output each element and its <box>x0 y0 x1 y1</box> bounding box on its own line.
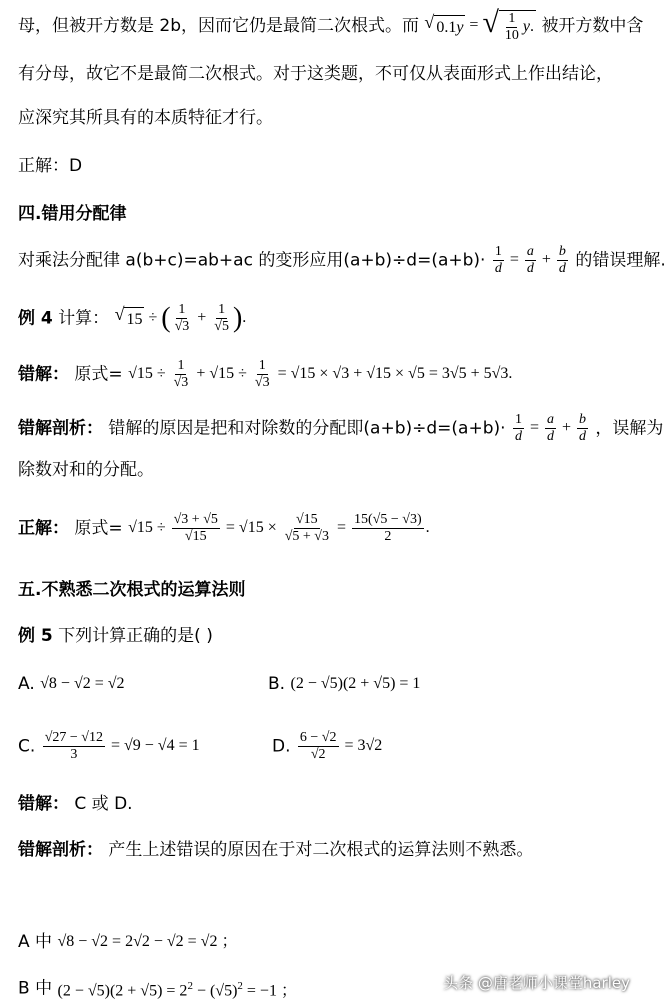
a-explanation <box>18 930 237 954</box>
text-line-3: 应深究其所具有的本质特征才行。 <box>18 108 273 128</box>
text-segment: 被开方数中含 <box>541 16 644 36</box>
analysis-line-1 <box>18 412 663 445</box>
example-5 <box>18 624 213 648</box>
analysis-line-2: 除数对和的分配。 <box>18 460 154 480</box>
correct-solution <box>18 512 430 545</box>
formula-option-b: (2 − √5)(2 + √5) = 1 <box>290 675 421 692</box>
answer-line: 正解：D <box>18 156 83 176</box>
option-d <box>272 730 382 763</box>
formula-example-4: √ 15 ÷ ( $\frac{1}{√3}$ + $\frac{1}{√5}$ ). <box>114 302 247 334</box>
option-c <box>18 730 200 763</box>
analysis-tail: ，误解为 <box>595 418 664 439</box>
formula-option-c: $\frac{√27 - √12}{3}$ = √9 − √4 = 1 <box>44 730 200 762</box>
analysis-text: 错解的原因是把和对除数的分配即(a+b)÷d=(a+b)· <box>108 418 506 439</box>
option-b <box>268 672 420 696</box>
correct-text: 原式= <box>74 518 123 539</box>
option-label: C. <box>18 736 36 757</box>
section-4-title: 四.错用分配律 <box>18 204 127 224</box>
b-label: B 中 <box>18 978 53 999</box>
formula-analysis: $\frac{1}{d}$ = $\frac{a}{d}$ + $\frac{b}{d}$ <box>514 412 586 444</box>
formula-wrong: √15 ÷ $\frac{1}{√3}$ + √15 ÷ $\frac{1}{√3}$ = √15 × √3 + √15 × √5 = 3√5 + 5√3. <box>128 358 513 390</box>
wrong-text: 原式= <box>74 364 123 385</box>
example-label: 例 5 <box>18 626 53 646</box>
example-4 <box>18 302 246 335</box>
text-segment: 的错误理解. <box>575 250 666 271</box>
b-explanation <box>18 974 297 1003</box>
correct-label: 正解： <box>18 518 69 539</box>
formula-b-explanation: $(2 - √5)(2 + √5) = 2^2 - (√5)^2 = -1$ ； <box>57 980 297 1000</box>
formula-option-d: $\frac{6 - √2}{√2}$ = 3√2 <box>299 730 383 762</box>
wrong-label: 错解： <box>18 364 69 385</box>
analysis-2 <box>18 838 533 862</box>
option-label: D. <box>272 736 291 757</box>
watermark: 头条 @唐老师小课堂harley <box>443 974 630 992</box>
text-segment: 母，但被开方数是 2b，因而它仍是最简二次根式。而 <box>18 16 420 36</box>
text-line-2: 有分母，故它不是最简二次根式。对于这类题，不可仅从表面形式上作出结论， <box>18 64 613 84</box>
text-segment: 对乘法分配律 a(b+c)=ab+ac 的变形应用(a+b)÷d=(a+b)· <box>18 250 486 271</box>
a-label: A 中 <box>18 932 53 952</box>
example-text: 下列计算正确的是( ) <box>58 626 213 646</box>
example-label: 例 4 <box>18 308 53 329</box>
analysis-label: 错解剖析： <box>18 418 103 439</box>
formula-option-a: √8 − √2 = √2 <box>40 675 125 692</box>
section-5-title: 五.不熟悉二次根式的运算法则 <box>18 580 246 600</box>
wrong-solution <box>18 358 512 391</box>
formula-distributive: $\frac{1}{d}$ = $\frac{a}{d}$ + $\frac{b}{d}$ <box>494 244 566 276</box>
text-line-distributive <box>18 244 666 277</box>
wrong-text: C 或 D. <box>74 794 133 814</box>
option-label: B. <box>268 674 286 694</box>
analysis-label: 错解剖析： <box>18 840 103 860</box>
wrong-solution-2 <box>18 792 133 816</box>
analysis-text: 产生上述错误的原因在于对二次根式的运算法则不熟悉。 <box>108 840 534 860</box>
text-line-1 <box>18 8 643 44</box>
option-label: A. <box>18 674 35 694</box>
formula-sqrt-0.1y: √ 0.1y = √ $\frac{1}{10}$ y. <box>424 6 535 43</box>
example-text: 计算： <box>58 308 110 329</box>
formula-correct: √15 ÷ $\frac{√3 + √5}{√15}$ = √15 × $\frac{√15}{√5 + √3}$ = $\frac{15(√5 - √3)}{2}$ . <box>128 512 430 544</box>
option-a <box>18 672 125 696</box>
wrong-label: 错解： <box>18 794 69 814</box>
formula-a-explanation: √8 − √2 = 2√2 − √2 = √2 ； <box>57 933 238 950</box>
